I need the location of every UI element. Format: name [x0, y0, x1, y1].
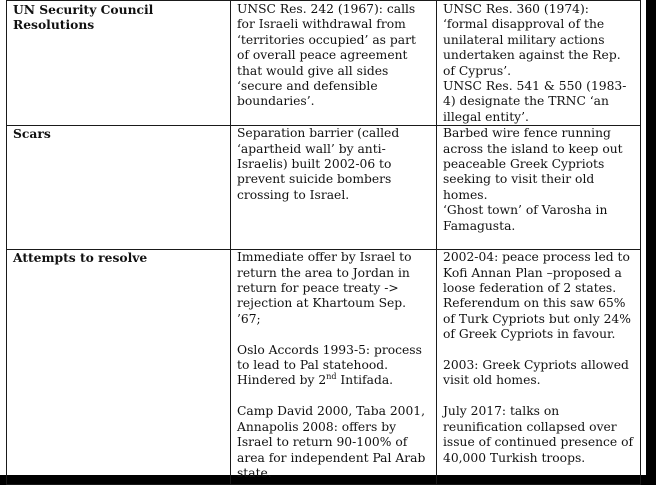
cell-text: Immediate offer by Israel to return the area to Jordan in return for peace treaty -> rejection at Khartoum Sep. ’67; [237, 250, 412, 326]
cell-text: Camp David 2000, Taba 2001, Annapolis 2008: offers by Israel to return 90-100% of area for independent Pal Arab state. [237, 404, 426, 480]
cell-text: ‘Ghost town’ of Varosha in Famagusta. [443, 203, 608, 233]
cell-text: UNSC Res. 360 (1974): ‘formal disapproval of the unilateral military actions undertaken against the Rep. of Cyprus’. [443, 2, 621, 78]
ordinal-superscript: nd [326, 372, 337, 382]
cell-israel-attempts [231, 250, 437, 485]
cell-text: 2002-04: peace process led to Kofi Annan Plan –proposed a loose federation of 2 states. Referendum on this saw 65% of Turk Cypriots but only 24% of Greek Cypriots in favour. [443, 250, 631, 342]
cell-cyprus-un-resolutions [437, 1, 641, 126]
cell-text: 2003: Greek Cypriots allowed visit old homes. [443, 358, 629, 388]
cell-text: Separation barrier (called ‘apartheid wall’ by anti-Israelis) built 2002-06 to prevent suicide bombers crossing to Israel. [237, 126, 400, 202]
cell-text: UNSC Res. 541 & 550 (1983-4) designate the TRNC ‘an illegal entity’. [443, 79, 627, 124]
table-row-un-resolutions [7, 1, 641, 126]
hindered-line [237, 373, 430, 388]
cell-cyprus-scars [437, 126, 641, 250]
cell-text: July 2017: talks on reunification collapsed over issue of continued presence of 40,000 Turkish troops. [443, 404, 634, 465]
hindered-suffix: Intifada. [336, 373, 394, 388]
cell-text: Oslo Accords 1993-5: process to lead to Pal statehood. [237, 342, 422, 373]
hindered-prefix: Hindered by 2 [237, 373, 327, 388]
cell-text: UNSC Res. 242 (1967): calls for Israeli withdrawal from ‘territories occupied’ as part of overall peace agreement that would give all sides ‘secure and defensible boundaries’. [237, 2, 416, 109]
row-label-un-resolutions: UN Security Council Resolutions [7, 1, 231, 126]
cell-text: Barbed wire fence running across the island to keep out peaceable Greek Cypriots seeking to visit their old homes. [443, 126, 623, 202]
row-label-attempts: Attempts to resolve [7, 250, 231, 485]
table-row-scars [7, 126, 641, 250]
cell-israel-un-resolutions [231, 1, 437, 126]
comparison-table [6, 0, 641, 485]
table-row-attempts [7, 250, 641, 485]
row-label-scars: Scars [7, 126, 231, 250]
cell-israel-scars [231, 126, 437, 250]
cell-cyprus-attempts [437, 250, 641, 485]
